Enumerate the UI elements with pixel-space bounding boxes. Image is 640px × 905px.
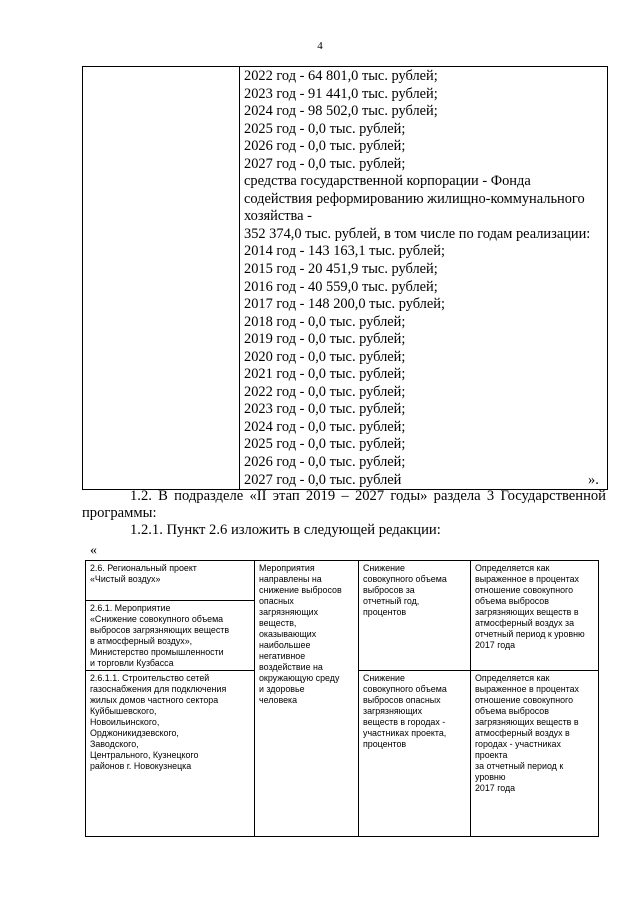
activity-2-6-1-1-text: 2.6.1.1. Строительство сетей газоснабжения для подключения жилых домов частного сектора Куйбышевского, Новоильинского, Орджоникидзевского, Заводского, Центрального, Кузнецкого районов г. Новокузнецка xyxy=(90,673,227,771)
method-total-text: Определяется как выраженное в процентах отношение совокупного объема выбросов загрязняющих веществ в атмосферный воздух за отчетный период к уровню 2017 года xyxy=(475,563,585,650)
funding-line: 2022 год - 0,0 тыс. рублей; xyxy=(244,383,406,400)
activity-2-6-1-text: 2.6.1. Мероприятие «Снижение совокупного объема выбросов загрязняющих веществ в атмосферный воздух», Министерство промышленности и торговли Кузбасса xyxy=(90,603,230,668)
method-cities-text: Определяется как выраженное в процентах отношение совокупного объема выбросов загрязняющих веществ в атмосферный воздух в городах - участниках проекта за отчетный период к уровню 2017 года xyxy=(475,673,579,793)
funding-table xyxy=(82,66,608,490)
activity-2-6-1-cell xyxy=(86,601,255,671)
page-number: 4 xyxy=(317,40,323,52)
funding-line: 2019 год - 0,0 тыс. рублей; xyxy=(244,331,406,348)
funding-line: 2023 год - 91 441,0 тыс. рублей; xyxy=(244,85,438,102)
funding-line: 2025 год - 0,0 тыс. рублей; xyxy=(244,120,406,137)
funding-line: 2025 год - 0,0 тыс. рублей; xyxy=(244,436,406,453)
measures-description-cell xyxy=(255,561,359,837)
activity-2-6-1-1-cell xyxy=(86,671,255,837)
paragraph-1-2-1: 1.2.1. Пункт 2.6 изложить в следующей редакции: xyxy=(130,522,441,538)
funding-line: 2017 год - 148 200,0 тыс. рублей; xyxy=(244,296,445,313)
opening-quote: « xyxy=(90,543,97,558)
indicator-cities-text: Снижение совокупного объема выбросов опасных загрязняющих веществ в городах - участниках проекта, процентов xyxy=(363,673,447,749)
measures-description-text: Мероприятия направлены на снижение выбросов опасных загрязняющих веществ, оказывающих наибольшее негативное воздействие на окружающую среду и здоровье человека xyxy=(259,563,342,705)
funding-line: содействия реформированию жилищно-коммунального xyxy=(244,190,585,207)
funding-line: 2026 год - 0,0 тыс. рублей; xyxy=(244,454,406,471)
indicator-cities-cell xyxy=(359,671,471,837)
funding-line: 2018 год - 0,0 тыс. рублей; xyxy=(244,313,406,330)
funding-line: 2022 год - 64 801,0 тыс. рублей; xyxy=(244,68,438,84)
method-cities-cell xyxy=(471,671,599,837)
funding-line: 2027 год - 0,0 тыс. рублей; xyxy=(244,155,406,172)
regional-project-cell xyxy=(86,561,255,601)
paragraph-1-2-line-2: программы: xyxy=(82,505,157,521)
paragraph-1-2-line-1: 1.2. В подразделе «II этап 2019 – 2027 годы» раздела 3 Государственной xyxy=(130,488,606,504)
closing-quote: ». xyxy=(588,472,599,488)
funding-lines xyxy=(240,67,607,489)
funding-line: 2024 год - 98 502,0 тыс. рублей; xyxy=(244,103,438,120)
paragraph-1-2 xyxy=(82,488,606,522)
funding-line: 2021 год - 0,0 тыс. рублей; xyxy=(244,366,406,383)
funding-table-value-cell xyxy=(240,67,608,490)
regional-project-text: 2.6. Региональный проект «Чистый воздух» xyxy=(90,563,197,584)
funding-line: средства государственной корпорации - Фонда xyxy=(244,173,531,190)
program-table xyxy=(85,560,599,837)
funding-line: 2015 год - 20 451,9 тыс. рублей; xyxy=(244,261,438,278)
funding-line: 2020 год - 0,0 тыс. рублей; xyxy=(244,348,406,365)
method-total-cell xyxy=(471,561,599,671)
indicator-total-text: Снижение совокупного объема выбросов за отчетный год, процентов xyxy=(363,563,447,617)
funding-line: 2023 год - 0,0 тыс. рублей; xyxy=(244,401,406,418)
funding-line: 2024 год - 0,0 тыс. рублей; xyxy=(244,418,406,435)
funding-line: 2016 год - 40 559,0 тыс. рублей; xyxy=(244,278,438,295)
indicator-total-cell xyxy=(359,561,471,671)
funding-line: 2027 год - 0,0 тыс. рублей xyxy=(244,471,402,488)
funding-table-label-cell xyxy=(83,67,240,490)
funding-line: 352 374,0 тыс. рублей, в том числе по годам реализации: xyxy=(244,225,591,242)
funding-line: 2026 год - 0,0 тыс. рублей; xyxy=(244,138,406,155)
funding-line: хозяйства - xyxy=(244,208,312,225)
funding-line: 2014 год - 143 163,1 тыс. рублей; xyxy=(244,243,445,260)
